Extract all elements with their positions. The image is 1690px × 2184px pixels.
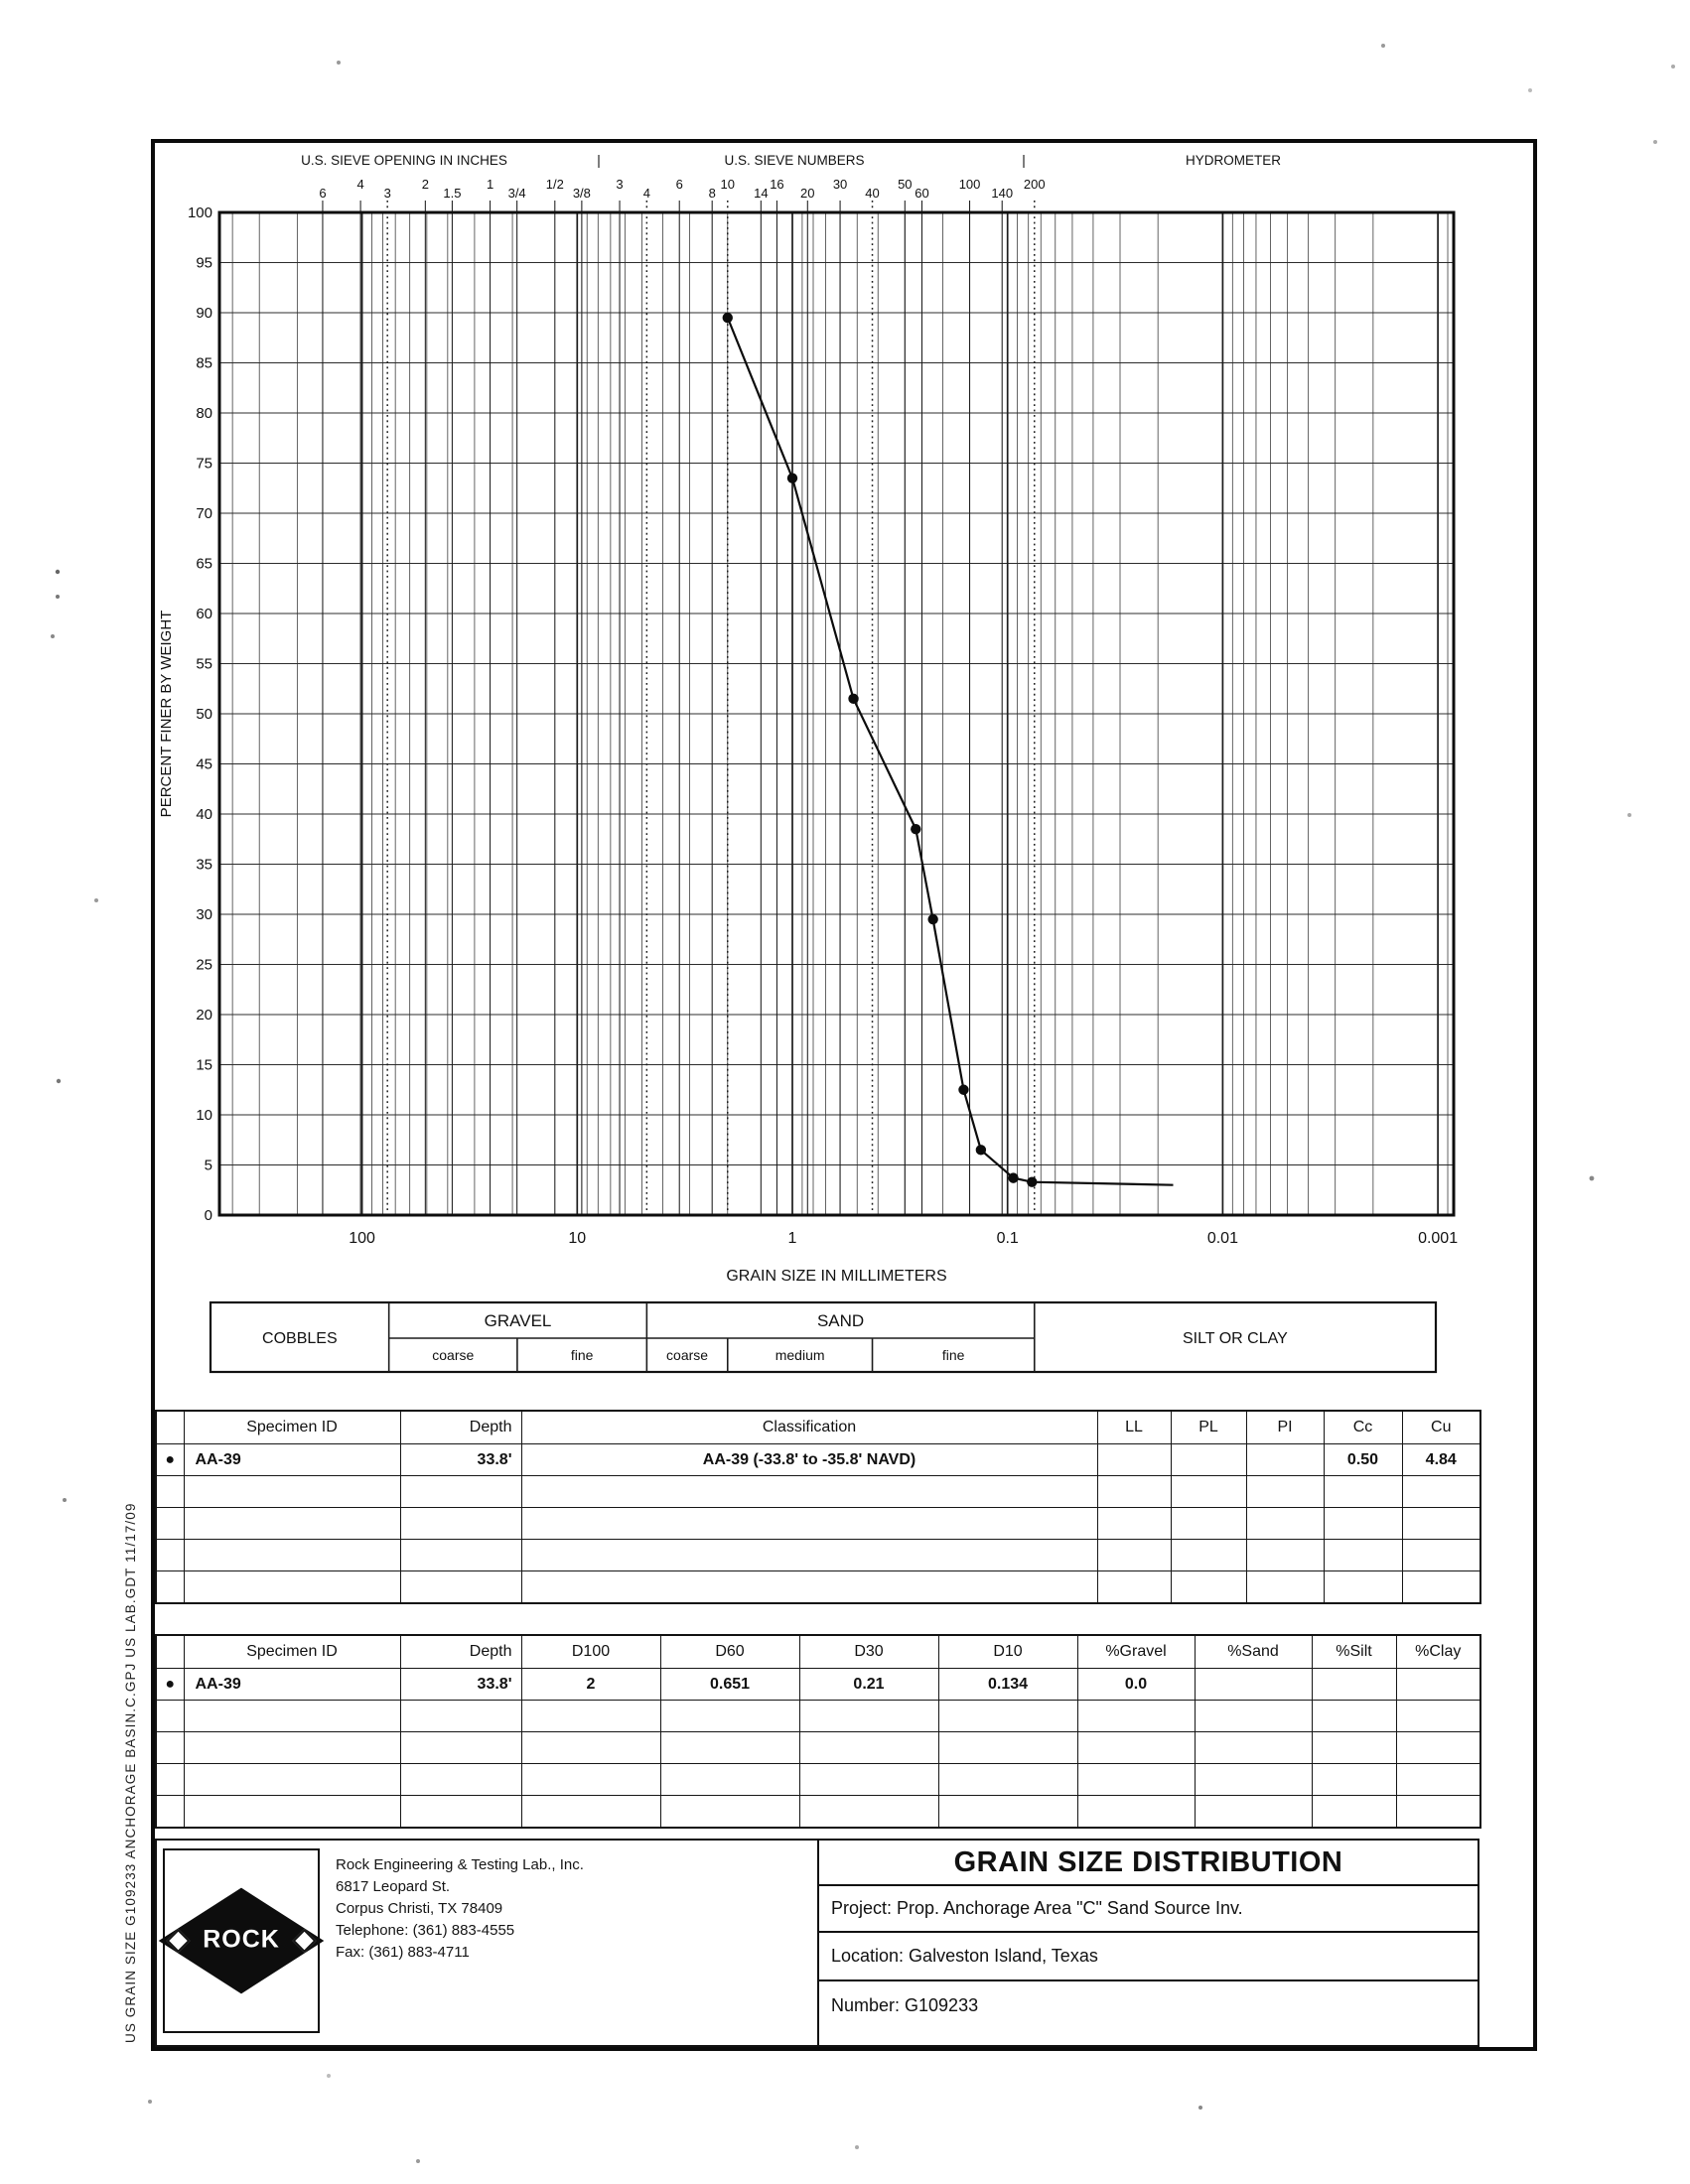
svg-text:U.S. SIEVE NUMBERS: U.S. SIEVE NUMBERS (724, 153, 865, 168)
column-header: LL (1097, 1411, 1171, 1444)
empty-cell (1195, 1796, 1312, 1829)
svg-text:40: 40 (865, 186, 880, 201)
column-header: %Silt (1312, 1635, 1396, 1669)
svg-text:0.1: 0.1 (996, 1230, 1019, 1247)
empty-cell (1396, 1796, 1480, 1829)
company-line: Telephone: (361) 883-4555 (336, 1922, 515, 1939)
svg-text:coarse: coarse (432, 1347, 475, 1363)
empty-cell (521, 1540, 1097, 1571)
empty-cell (156, 1508, 184, 1540)
cell: AA-39 (-33.8' to -35.8' NAVD) (521, 1444, 1097, 1476)
empty-cell (400, 1476, 521, 1508)
empty-cell (1396, 1701, 1480, 1732)
svg-text:15: 15 (196, 1056, 212, 1074)
svg-text:PERCENT FINER BY WEIGHT: PERCENT FINER BY WEIGHT (158, 610, 175, 818)
svg-text:coarse: coarse (666, 1347, 709, 1363)
empty-row (156, 1796, 1480, 1829)
empty-cell (1324, 1476, 1402, 1508)
cell: 0.50 (1324, 1444, 1402, 1476)
table-row (156, 1669, 1480, 1701)
empty-cell (1396, 1732, 1480, 1764)
column-header: D60 (660, 1635, 799, 1669)
empty-cell (1171, 1540, 1246, 1571)
empty-cell (400, 1571, 521, 1604)
gradation-curve (723, 313, 1174, 1187)
svg-text:50: 50 (898, 177, 913, 192)
svg-text:3: 3 (616, 177, 624, 192)
cell (1312, 1669, 1396, 1701)
empty-cell (156, 1764, 184, 1796)
empty-cell (184, 1571, 400, 1604)
footer-right-panel (817, 1841, 1478, 2045)
company-line: 6817 Leopard St. (336, 1878, 451, 1895)
svg-text:30: 30 (196, 906, 212, 923)
svg-text:10: 10 (196, 1107, 212, 1124)
svg-text:1: 1 (486, 177, 494, 192)
column-header: %Sand (1195, 1635, 1312, 1669)
empty-cell (1171, 1571, 1246, 1604)
empty-cell (1246, 1571, 1324, 1604)
cell: 4.84 (1402, 1444, 1480, 1476)
svg-text:8: 8 (708, 186, 716, 201)
svg-text:85: 85 (196, 354, 212, 372)
empty-cell (1195, 1732, 1312, 1764)
location-line: Location: Galveston Island, Texas (819, 1933, 1478, 1981)
svg-text:16: 16 (770, 177, 784, 192)
header-row (156, 1411, 1480, 1444)
empty-cell (184, 1732, 400, 1764)
rock-logo-text: ROCK (203, 1925, 280, 1954)
svg-text:65: 65 (196, 555, 212, 573)
svg-text:100: 100 (349, 1230, 375, 1247)
empty-cell (184, 1701, 400, 1732)
empty-cell (660, 1701, 799, 1732)
empty-cell (1312, 1701, 1396, 1732)
empty-cell (1402, 1508, 1480, 1540)
empty-cell (799, 1732, 938, 1764)
svg-text:25: 25 (196, 956, 212, 974)
sidebar-filename-text: US GRAIN SIZE G109233 ANCHORAGE BASIN.C.GPJ US LAB.GDT 11/17/09 (123, 1502, 138, 2043)
column-header: Depth (400, 1635, 521, 1669)
empty-cell (184, 1796, 400, 1829)
svg-text:6: 6 (675, 177, 683, 192)
report-title: GRAIN SIZE DISTRIBUTION (819, 1841, 1478, 1886)
svg-text:SILT OR CLAY: SILT OR CLAY (1182, 1330, 1288, 1347)
empty-cell (400, 1764, 521, 1796)
column-header: PL (1171, 1411, 1246, 1444)
empty-cell (1396, 1764, 1480, 1796)
empty-cell (400, 1732, 521, 1764)
svg-text:10: 10 (720, 177, 736, 192)
svg-text:HYDROMETER: HYDROMETER (1185, 153, 1282, 168)
column-header: %Gravel (1077, 1635, 1195, 1669)
rock-logo (163, 1848, 320, 2033)
empty-cell (1246, 1540, 1324, 1571)
empty-cell (521, 1732, 660, 1764)
empty-cell (400, 1508, 521, 1540)
empty-cell (521, 1508, 1097, 1540)
svg-text:SAND: SAND (816, 1311, 865, 1330)
cell (1097, 1444, 1171, 1476)
svg-text:90: 90 (196, 305, 212, 322)
company-line: Fax: (361) 883-4711 (336, 1944, 470, 1961)
empty-cell (1077, 1701, 1195, 1732)
cell: 0.651 (660, 1669, 799, 1701)
svg-text:100: 100 (187, 205, 212, 221)
empty-cell (400, 1796, 521, 1829)
empty-cell (1324, 1571, 1402, 1604)
svg-text:140: 140 (991, 186, 1014, 201)
svg-text:200: 200 (1023, 177, 1046, 192)
empty-cell (1402, 1571, 1480, 1604)
svg-text:14: 14 (754, 186, 769, 201)
cell: ● (156, 1669, 184, 1701)
table-row (156, 1444, 1480, 1476)
empty-cell (1312, 1764, 1396, 1796)
svg-text:3/8: 3/8 (572, 186, 591, 201)
report-frame (151, 139, 1537, 2051)
svg-text:20: 20 (800, 186, 815, 201)
empty-cell (400, 1540, 521, 1571)
column-header: Cc (1324, 1411, 1402, 1444)
empty-cell (660, 1764, 799, 1796)
svg-text:0.001: 0.001 (1418, 1230, 1459, 1247)
column-header: D10 (938, 1635, 1077, 1669)
classification-table (155, 1410, 1481, 1604)
svg-text:80: 80 (196, 405, 212, 422)
svg-text:60: 60 (915, 186, 929, 201)
empty-cell (799, 1764, 938, 1796)
svg-text:20: 20 (196, 1007, 212, 1024)
svg-text:45: 45 (196, 755, 212, 773)
empty-cell (660, 1732, 799, 1764)
column-header: Specimen ID (184, 1411, 400, 1444)
chart-grid (219, 212, 1454, 1215)
empty-cell (799, 1701, 938, 1732)
column-header (156, 1635, 184, 1669)
svg-text:30: 30 (832, 177, 848, 192)
empty-cell (799, 1796, 938, 1829)
empty-cell (1324, 1508, 1402, 1540)
cell: ● (156, 1444, 184, 1476)
empty-cell (1246, 1508, 1324, 1540)
cell: 0.0 (1077, 1669, 1195, 1701)
gradation-table (155, 1634, 1481, 1829)
empty-cell (1402, 1476, 1480, 1508)
svg-text:fine: fine (941, 1347, 965, 1363)
column-header: Specimen ID (184, 1635, 400, 1669)
svg-text:50: 50 (196, 706, 212, 723)
empty-cell (521, 1701, 660, 1732)
empty-cell (521, 1796, 660, 1829)
data-grid (155, 1410, 1481, 1604)
svg-text:|: | (1022, 153, 1026, 168)
empty-cell (521, 1764, 660, 1796)
empty-cell (1097, 1476, 1171, 1508)
cell (1195, 1669, 1312, 1701)
empty-cell (184, 1540, 400, 1571)
svg-text:55: 55 (196, 655, 212, 673)
sieve-gridlines (323, 201, 1035, 1215)
cell: 0.134 (938, 1669, 1077, 1701)
grain-size-distribution-chart (155, 143, 1533, 1386)
svg-text:5: 5 (204, 1157, 212, 1174)
company-line: Rock Engineering & Testing Lab., Inc. (336, 1856, 584, 1873)
cell (1396, 1669, 1480, 1701)
empty-cell (1097, 1540, 1171, 1571)
svg-text:2: 2 (421, 177, 429, 192)
number-line: Number: G109233 (831, 1995, 979, 2015)
empty-row (156, 1732, 1480, 1764)
empty-cell (1402, 1540, 1480, 1571)
empty-cell (938, 1701, 1077, 1732)
svg-text:1/2: 1/2 (545, 177, 564, 192)
empty-row (156, 1571, 1480, 1604)
scan-noise (0, 0, 2, 2)
cell: 2 (521, 1669, 660, 1701)
empty-cell (156, 1732, 184, 1764)
svg-text:|: | (597, 153, 601, 168)
empty-cell (1195, 1701, 1312, 1732)
cell: 0.21 (799, 1669, 938, 1701)
empty-cell (938, 1764, 1077, 1796)
svg-text:0.01: 0.01 (1206, 1230, 1238, 1247)
svg-text:1: 1 (787, 1230, 797, 1247)
empty-cell (521, 1476, 1097, 1508)
svg-text:GRAIN SIZE IN MILLIMETERS: GRAIN SIZE IN MILLIMETERS (726, 1268, 947, 1285)
svg-text:60: 60 (196, 606, 212, 622)
empty-cell (184, 1508, 400, 1540)
empty-cell (1097, 1508, 1171, 1540)
empty-cell (1171, 1476, 1246, 1508)
column-header: Depth (400, 1411, 521, 1444)
empty-cell (156, 1701, 184, 1732)
company-line: Corpus Christi, TX 78409 (336, 1900, 503, 1917)
svg-text:95: 95 (196, 254, 212, 272)
empty-cell (1195, 1764, 1312, 1796)
column-header: %Clay (1396, 1635, 1480, 1669)
empty-cell (400, 1701, 521, 1732)
empty-cell (1324, 1540, 1402, 1571)
empty-cell (1171, 1508, 1246, 1540)
column-header: Cu (1402, 1411, 1480, 1444)
svg-text:6: 6 (319, 186, 327, 201)
empty-cell (156, 1476, 184, 1508)
svg-text:35: 35 (196, 856, 212, 874)
empty-cell (660, 1796, 799, 1829)
empty-row (156, 1476, 1480, 1508)
empty-cell (1077, 1796, 1195, 1829)
svg-text:4: 4 (642, 186, 650, 201)
svg-text:70: 70 (196, 505, 212, 522)
header-row (156, 1635, 1480, 1669)
cell: AA-39 (184, 1669, 400, 1701)
empty-cell (1246, 1476, 1324, 1508)
svg-text:U.S. SIEVE OPENING IN INCHES: U.S. SIEVE OPENING IN INCHES (301, 153, 507, 168)
svg-text:medium: medium (775, 1347, 825, 1363)
empty-cell (156, 1540, 184, 1571)
column-header: D100 (521, 1635, 660, 1669)
empty-row (156, 1540, 1480, 1571)
footer-block (155, 1839, 1479, 2047)
cell: 33.8' (400, 1444, 521, 1476)
empty-cell (938, 1796, 1077, 1829)
empty-cell (156, 1796, 184, 1829)
empty-cell (1312, 1732, 1396, 1764)
svg-text:0: 0 (204, 1207, 212, 1224)
column-header: Classification (521, 1411, 1097, 1444)
cell: 33.8' (400, 1669, 521, 1701)
cell (1171, 1444, 1246, 1476)
svg-text:4: 4 (356, 177, 364, 192)
empty-cell (1077, 1764, 1195, 1796)
empty-row (156, 1701, 1480, 1732)
svg-text:75: 75 (196, 455, 212, 473)
empty-cell (521, 1571, 1097, 1604)
empty-cell (1097, 1571, 1171, 1604)
data-grid (155, 1634, 1481, 1829)
empty-cell (1312, 1796, 1396, 1829)
svg-text:100: 100 (958, 177, 981, 192)
svg-text:COBBLES: COBBLES (262, 1330, 338, 1347)
svg-text:1.5: 1.5 (443, 186, 462, 201)
cell (1246, 1444, 1324, 1476)
svg-text:fine: fine (570, 1347, 594, 1363)
svg-text:GRAVEL: GRAVEL (484, 1311, 552, 1330)
svg-text:10: 10 (568, 1230, 587, 1247)
empty-cell (1077, 1732, 1195, 1764)
svg-text:3: 3 (383, 186, 391, 201)
cell: AA-39 (184, 1444, 400, 1476)
empty-cell (184, 1764, 400, 1796)
project-line: Project: Prop. Anchorage Area "C" Sand Source Inv. (819, 1886, 1478, 1933)
svg-text:40: 40 (196, 806, 212, 823)
column-header (156, 1411, 184, 1444)
empty-row (156, 1508, 1480, 1540)
empty-cell (184, 1476, 400, 1508)
company-info (336, 1854, 584, 1964)
column-header: PI (1246, 1411, 1324, 1444)
svg-text:3/4: 3/4 (507, 186, 526, 201)
empty-cell (938, 1732, 1077, 1764)
empty-row (156, 1764, 1480, 1796)
size-classification-bar (211, 1302, 1436, 1372)
empty-cell (156, 1571, 184, 1604)
column-header: D30 (799, 1635, 938, 1669)
